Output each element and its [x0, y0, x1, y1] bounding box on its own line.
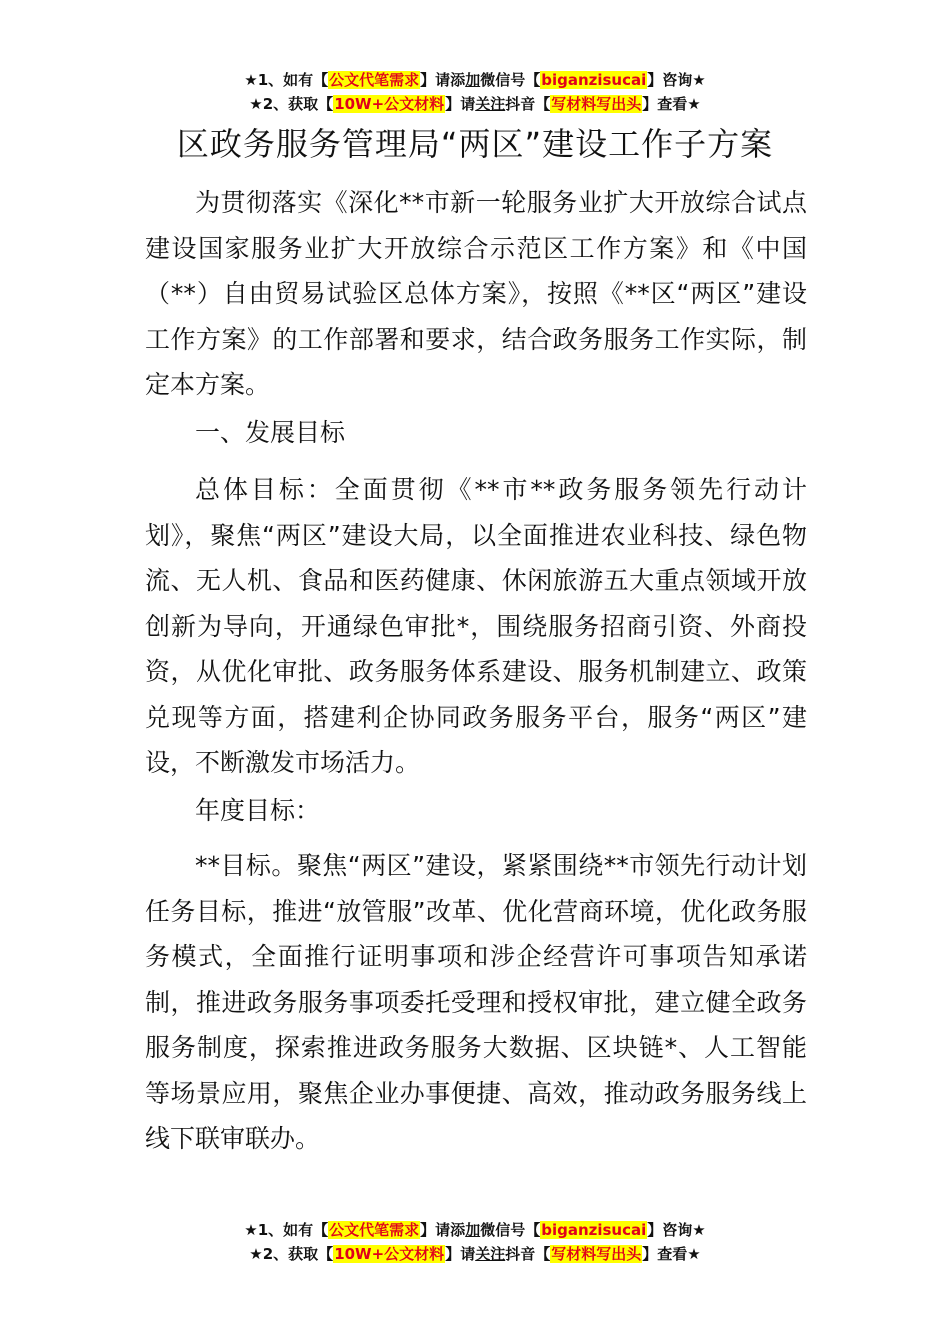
banner-text: ★2、获取【: [249, 95, 334, 113]
banner-highlight: 写材料写出头: [551, 95, 642, 113]
banner-underlined-text: 加: [465, 1221, 481, 1239]
banner-text: ★2、获取【: [249, 1245, 334, 1263]
banner-text: 】咨询★: [647, 71, 706, 89]
banner-text: 抖音【: [505, 1245, 551, 1263]
banner-highlight: 公文代笔需求: [329, 1221, 420, 1239]
banner-highlight: biganzisucai: [541, 71, 647, 89]
section-heading: 一、发展目标: [195, 418, 346, 447]
banner-text: 】请: [445, 1245, 476, 1263]
banner-text: 】查看★: [642, 1245, 701, 1263]
banner-highlight: 公文代笔需求: [329, 71, 420, 89]
banner-underlined-text: 关注: [475, 95, 506, 113]
banner-text: 】请: [445, 95, 476, 113]
banner-highlight: 10W+公文材料: [334, 95, 445, 113]
banner-line-2: [0, 92, 950, 116]
overall-goal-block: [145, 467, 807, 786]
banner-underlined-text: 关注: [475, 1245, 506, 1263]
banner-underlined-text: 加: [465, 71, 481, 89]
banner-line-1: [0, 68, 950, 92]
annual-goal-heading: 年度目标：: [195, 796, 321, 825]
banner-text: 微信号【: [480, 1221, 541, 1239]
banner-text: ★1、如有【: [244, 1221, 329, 1239]
intro-paragraph: 为贯彻落实《深化**市新一轮服务业扩大开放综合试点建设国家服务业扩大开放综合示范区工作方案》和《中国（**）自由贸易试验区总体方案》，按照《**区“两区”建设工作方案》的工作部署和要求，结合政务服务工作实际，制定本方案。: [145, 188, 807, 399]
banner-highlight: biganzisucai: [541, 1221, 647, 1239]
banner-text: 】咨询★: [647, 1221, 706, 1239]
overall-goal-paragraph: 总体目标：全面贯彻《**市**政务服务领先行动计划》，聚焦“两区”建设大局，以全面推进农业科技、绿色物流、无人机、食品和医药健康、休闲旅游五大重点领域开放创新为导向，开通绿色审批*，围绕服务招商引资、外商投资，从优化审批、政务服务体系建设、服务机制建立、政策兑现等方面，搭建利企协同政务服务平台，服务“两区”建设，不断激发市场活力。: [145, 475, 807, 777]
banner-text: ★1、如有【: [244, 71, 329, 89]
banner-text: 微信号【: [480, 71, 541, 89]
section-heading-block: [145, 410, 807, 456]
banner-highlight: 写材料写出头: [551, 1245, 642, 1263]
intro-paragraph-block: [145, 180, 807, 408]
annual-goal-heading-block: [145, 788, 807, 834]
banner-text: 抖音【: [505, 95, 551, 113]
banner-line-1: [0, 1218, 950, 1242]
top-banner: [0, 68, 950, 116]
bottom-banner: [0, 1218, 950, 1266]
annual-goal-block: [145, 843, 807, 1162]
banner-text: 】请添: [420, 1221, 466, 1239]
banner-text: 】请添: [420, 71, 466, 89]
banner-highlight: 10W+公文材料: [334, 1245, 445, 1263]
banner-line-2: [0, 1242, 950, 1266]
document-title: 区政务服务管理局“两区”建设工作子方案: [176, 125, 774, 163]
annual-goal-paragraph: **目标。聚焦“两区”建设，紧紧围绕**市领先行动计划任务目标，推进“放管服”改革、优化营商环境，优化政务服务模式，全面推行证明事项和涉企经营许可事项告知承诺制，推进政务服务事项委托受理和授权审批，建立健全政务服务制度，探索推进政务服务大数据、区块链*、人工智能等场景应用，聚焦企业办事便捷、高效，推动政务服务线上线下联审联办。: [145, 851, 807, 1153]
banner-text: 】查看★: [642, 95, 701, 113]
